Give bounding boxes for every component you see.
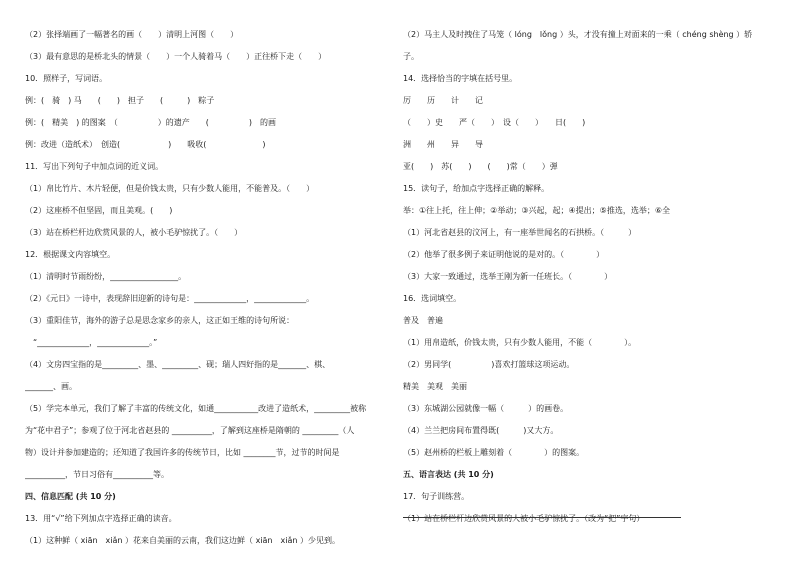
text-line: （3）最有意思的是桥北头的情景（ ）一个人骑着马（ ）正往桥下走（ ） (25, 52, 327, 61)
question-heading: 17．句子训练营。 (403, 492, 470, 501)
text-line: （2）男同学( )喜欢打篮球这项运动。 (403, 360, 575, 369)
text-line: （2）马主人及时拽住了马笼（ lóng lǒng ）头，才没有撞上对面来的一乘（ chéng shèng ）轿 (403, 30, 753, 39)
text-line: 亚( ) 苏( ) ( )常（ ）弹 (403, 162, 558, 171)
text-line: （3）东城湖公园就像一幅（ ）的画卷。 (403, 404, 569, 413)
text-line: （2）这座桥不但坚固，而且美观。( ) (25, 206, 173, 215)
question-heading: 12．根据课文内容填空。 (25, 250, 116, 259)
text-line: 厉 历 计 记 (403, 96, 483, 105)
question-heading: 14．选择恰当的字填在括号里。 (403, 74, 518, 83)
text-line: （3）重阳佳节，海外的游子总是思念家乡的亲人，这正如王维的诗句所说： (25, 316, 295, 325)
left-column (25, 29, 390, 557)
text-line: （1）帛比竹片、木片轻便，但是价钱太贵，只有少数人能用，不能普及。（ ） (25, 184, 315, 193)
text-line: （1）这种鲜（ xiān xiǎn ）花来自美丽的云南，我们这边鲜（ xiān xiǎn ）少见到。 (25, 536, 340, 545)
text-line: （1）用帛造纸，价钱太贵，只有少数人能用，不能（ ）。 (403, 338, 637, 347)
text-line: （5）学完本单元，我们了解了丰富的传统文化，如通___________改进了造纸术，_________被称 (25, 404, 367, 413)
answer-line (403, 517, 681, 518)
text-line: （2）张择端画了一幅著名的画（ ）清明上河图（ ） (25, 30, 239, 39)
text-line: __________，节日习俗有__________等。 (25, 470, 169, 479)
text-line: 举：①往上托，往上伸；②举动；③兴起，起；④提出；⑤推选，选举；⑥全 (403, 206, 671, 215)
text-line: （2）他举了很多例子来证明他说的是对的。（ ） (403, 250, 605, 259)
right-column (403, 29, 778, 535)
text-line: 洲 州 异 导 (403, 140, 483, 149)
text-line: 精美 美观 美丽 (403, 382, 467, 391)
question-heading: 11．写出下列句子中加点词的近义词。 (25, 162, 164, 171)
question-heading: 15．读句子，给加点字选择正确的解释。 (403, 184, 550, 193)
text-line: （1）清明时节雨纷纷，_________________。 (25, 272, 187, 281)
text-line: 为“花中君子”；参观了位于河北省赵县的 __________，了解到这座桥是隋朝的 _________（人 (25, 426, 355, 435)
text-line: （4）兰兰把房间布置得既( )又大方。 (403, 426, 559, 435)
text-line: （5）赵州桥的栏板上雕刻着（ ）的图案。 (403, 448, 585, 457)
text-line: （ ）史 严（ ） 设（ ） 日( ) (403, 118, 586, 127)
question-heading: 13．用“√”给下列加点字选择正确的读音。 (25, 514, 177, 523)
text-line: 例：( 骑 ) 马 ( ) 担子 ( ) 粽子 (25, 96, 215, 105)
text-line: （3）站在桥栏杆边欣赏风景的人，被小毛驴惊扰了。（ ） (25, 228, 243, 237)
question-heading: 10．照样子，写词语。 (25, 74, 108, 83)
question-heading: 16．选词填空。 (403, 294, 462, 303)
text-line: （1）河北省赵县的汶河上，有一座举世闻名的石拱桥。（ ） (403, 228, 637, 237)
text-line: “_____________，_____________。” (25, 338, 158, 347)
text-line: （3）大家一致通过，选举王刚为新一任班长。（ ） (403, 272, 613, 281)
text-line: （2）《元日》一诗中，表现辞旧迎新的诗句是：_____________，_____________。 (25, 294, 315, 303)
section-heading: 五、语言表达 (共 10 分) (403, 470, 494, 479)
text-line: （4）文房四宝指的是_________、墨、_________、砚；瑞人四好指的是_______、棋、 (25, 360, 331, 369)
text-line: 例：改进（造纸术） 创造( ) 吸收( ) (25, 140, 266, 149)
text-line: 例：( 精美 ) 的图案 （ ）的遗产 ( ) 的画 (25, 118, 277, 127)
section-heading: 四、信息匹配 (共 10 分) (25, 492, 116, 501)
text-line: 子。 (403, 52, 419, 61)
text-line: （1）站在桥栏杆边欣赏风景的人被小毛驴惊扰了。（改为“把”字句） (403, 514, 645, 523)
text-line: _______、画。 (25, 382, 77, 391)
text-line: 普及 普遍 (403, 316, 443, 325)
text-line: 物）设计并参加建造的；还知道了我国许多的传统节日，比如 ________节，过节的时间是 (25, 448, 340, 457)
